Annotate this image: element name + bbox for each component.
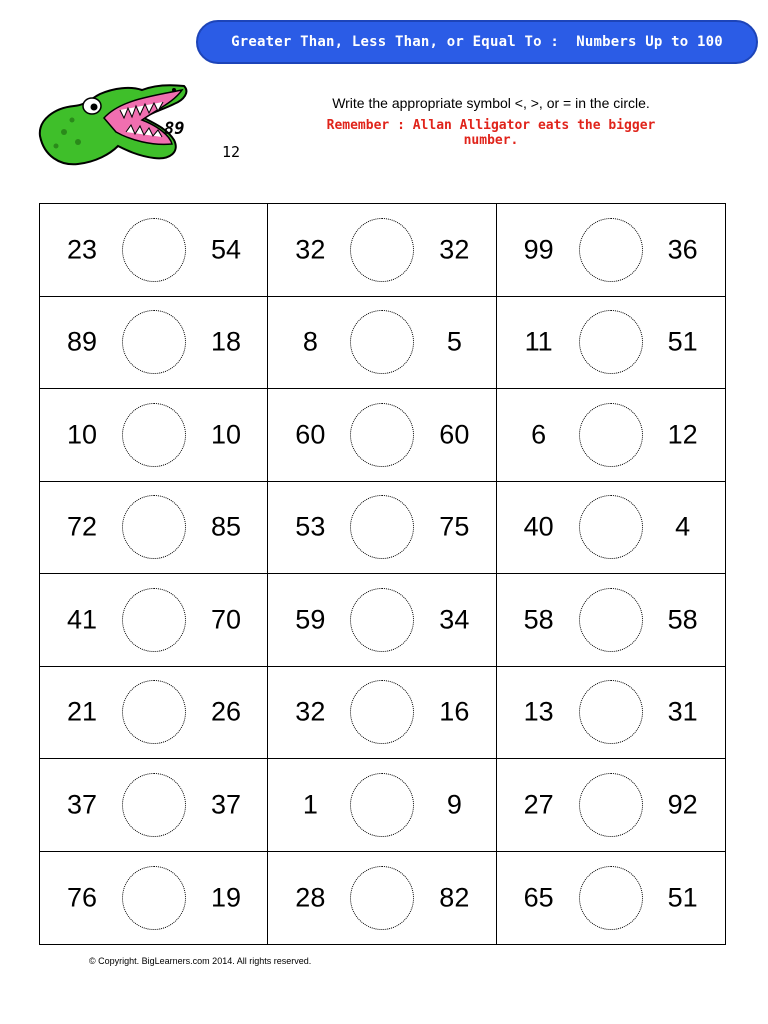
left-number: 32 (295, 234, 326, 265)
left-number: 8 (302, 326, 318, 357)
answer-circle[interactable] (579, 218, 643, 282)
reminder-text: Remember : Allan Alligator eats the bigger number. (326, 118, 656, 148)
problem-cell (497, 759, 725, 852)
left-number: 58 (523, 604, 554, 635)
answer-circle[interactable] (350, 495, 414, 559)
instruction-text: Write the appropriate symbol <, >, or = in the circle. (332, 95, 650, 111)
problem-cell (268, 574, 496, 667)
problem-cell (497, 204, 725, 297)
copyright-footer: © Copyright. BigLearners.com 2014. All rights reserved. (89, 956, 312, 966)
problem-cell (40, 667, 268, 760)
problem-cell (40, 574, 268, 667)
right-number: 75 (439, 511, 470, 542)
right-number: 36 (667, 234, 698, 265)
answer-circle[interactable] (579, 495, 643, 559)
problem-cell (268, 852, 496, 945)
answer-circle[interactable] (579, 680, 643, 744)
problem-cell (40, 759, 268, 852)
right-number: 51 (667, 326, 698, 357)
answer-circle[interactable] (579, 403, 643, 467)
left-number: 53 (295, 511, 326, 542)
left-number: 11 (524, 326, 553, 357)
left-number: 89 (66, 326, 98, 357)
answer-circle[interactable] (350, 218, 414, 282)
right-number: 5 (446, 326, 462, 357)
compared-number: 12 (222, 143, 241, 161)
left-number: 32 (295, 696, 326, 727)
right-number: 31 (667, 696, 698, 727)
answer-circle[interactable] (122, 218, 186, 282)
problem-cell (268, 759, 496, 852)
answer-circle[interactable] (579, 588, 643, 652)
right-number: 60 (439, 419, 470, 450)
problem-cell (497, 297, 725, 390)
right-number: 58 (667, 604, 698, 635)
answer-circle[interactable] (350, 310, 414, 374)
left-number: 21 (66, 696, 98, 727)
answer-circle[interactable] (579, 866, 643, 930)
right-number: 54 (210, 234, 242, 265)
left-number: 59 (295, 604, 326, 635)
answer-circle[interactable] (122, 773, 186, 837)
answer-circle[interactable] (122, 310, 186, 374)
right-number: 18 (210, 326, 242, 357)
answer-circle[interactable] (122, 495, 186, 559)
problem-cell (268, 389, 496, 482)
left-number: 99 (523, 234, 554, 265)
problem-cell (40, 482, 268, 575)
answer-circle[interactable] (122, 866, 186, 930)
problem-cell (40, 389, 268, 482)
left-number: 37 (66, 789, 98, 820)
problem-cell (497, 574, 725, 667)
right-number: 92 (667, 789, 698, 820)
answer-circle[interactable] (122, 588, 186, 652)
right-number: 12 (667, 419, 698, 450)
worksheet-title: Greater Than, Less Than, or Equal To : Numbers Up to 100 (231, 34, 723, 50)
right-number: 4 (675, 511, 691, 542)
problem-cell (40, 204, 268, 297)
right-number: 34 (439, 604, 470, 635)
right-number: 10 (210, 419, 242, 450)
problem-cell (497, 667, 725, 760)
answer-circle[interactable] (350, 403, 414, 467)
problem-cell (40, 297, 268, 390)
right-number: 85 (210, 511, 242, 542)
problem-cell (497, 389, 725, 482)
problem-grid (39, 203, 726, 945)
answer-circle[interactable] (350, 680, 414, 744)
left-number: 13 (523, 696, 554, 727)
gator-number: 89 (164, 119, 185, 139)
problem-cell (40, 852, 268, 945)
right-number: 32 (439, 234, 470, 265)
left-number: 27 (523, 789, 554, 820)
left-number: 6 (531, 419, 547, 450)
answer-circle[interactable] (350, 773, 414, 837)
problem-cell (497, 482, 725, 575)
answer-circle[interactable] (122, 680, 186, 744)
right-number: 70 (210, 604, 242, 635)
left-number: 1 (302, 789, 318, 820)
left-number: 65 (523, 882, 554, 913)
left-number: 72 (66, 511, 98, 542)
left-number: 40 (523, 511, 554, 542)
problem-cell (497, 852, 725, 945)
answer-circle[interactable] (579, 773, 643, 837)
left-number: 41 (66, 604, 98, 635)
right-number: 26 (210, 696, 242, 727)
right-number: 37 (210, 789, 242, 820)
answer-circle[interactable] (579, 310, 643, 374)
answer-circle[interactable] (350, 866, 414, 930)
right-number: 51 (667, 882, 698, 913)
left-number: 60 (295, 419, 326, 450)
left-number: 76 (66, 882, 98, 913)
problem-cell (268, 204, 496, 297)
right-number: 9 (446, 789, 462, 820)
title-banner (196, 20, 758, 64)
left-number: 10 (66, 419, 98, 450)
left-number: 23 (66, 234, 98, 265)
right-number: 16 (439, 696, 470, 727)
right-number: 19 (210, 882, 242, 913)
left-number: 28 (295, 882, 326, 913)
problem-cell (268, 297, 496, 390)
right-number: 82 (439, 882, 470, 913)
problem-cell (268, 482, 496, 575)
answer-circle[interactable] (122, 403, 186, 467)
answer-circle[interactable] (350, 588, 414, 652)
problem-cell (268, 667, 496, 760)
